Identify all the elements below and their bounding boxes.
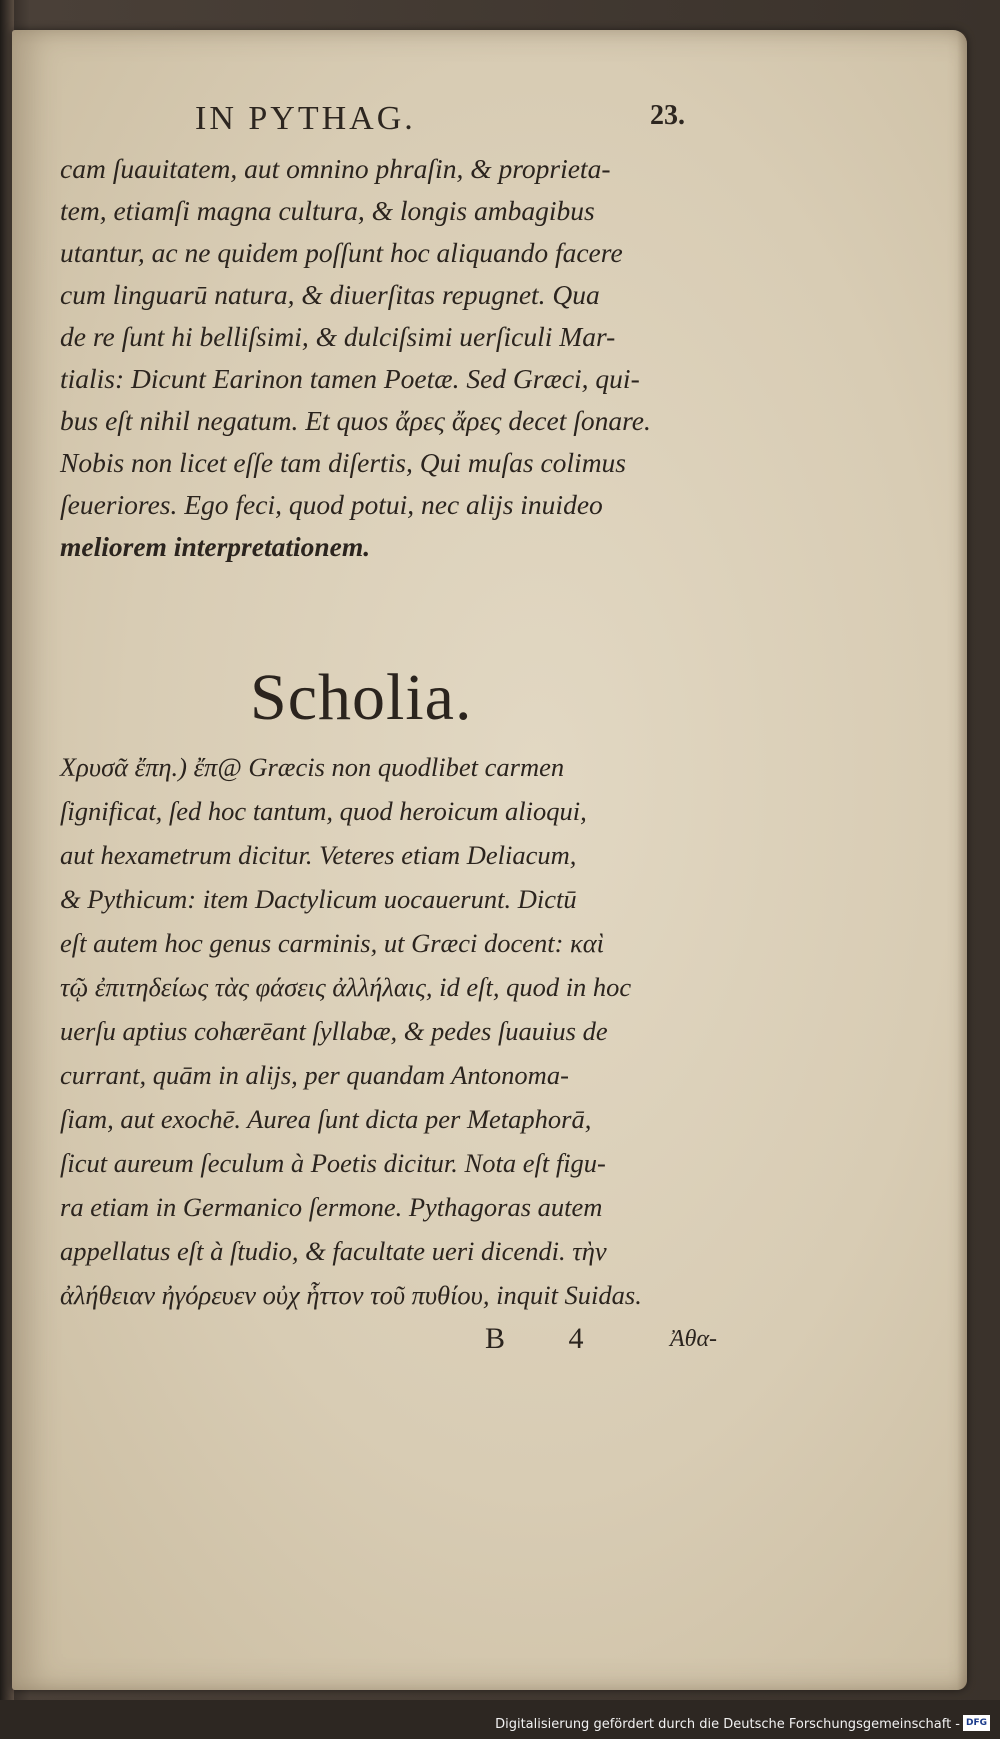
- running-head: IN PYTHAG.: [195, 100, 416, 137]
- dfg-logo: DFG: [963, 1715, 990, 1731]
- text-line: cum linguarū natura, & diuerſitas repugnet. Qua: [60, 279, 600, 310]
- text-line: ſiam, aut exochē. Aurea ſunt dicta per Metaphorā,: [60, 1104, 592, 1134]
- footer-credit: Digitalisierung gefördert durch die Deutsche Forschungsgemeinschaft -: [495, 1717, 960, 1732]
- text-line: uerſu aptius cohærēant ſyllabæ, & pedes ſuauius de: [60, 1016, 608, 1046]
- text-line: ra etiam in Germanico ſermone. Pythagoras autem: [60, 1192, 603, 1222]
- signature-mark: B 4: [485, 1322, 612, 1355]
- page-number: 23.: [650, 100, 685, 131]
- text-line: tialis: Dicunt Earinon tamen Poetæ. Sed Græci, qui-: [60, 363, 640, 394]
- text-line: utantur, ac ne quidem poſſunt hoc aliquando facere: [60, 237, 623, 268]
- body-paragraph-1: [60, 148, 740, 568]
- text-line: Χρυσᾶ ἔπη.) ἔπ@ Græcis non quodlibet carmen: [60, 752, 565, 782]
- page-edge-shadow: [957, 30, 967, 1690]
- text-line: eſt autem hoc genus carminis, ut Græci docent: καὶ: [60, 928, 605, 958]
- text-line: appellatus eſt à ſtudio, & facultate ueri dicendi. τὴν: [60, 1236, 607, 1266]
- text-line: ſignificat, ſed hoc tantum, quod heroicum alioqui,: [60, 796, 587, 826]
- text-line: Nobis non licet eſſe tam diſertis, Qui muſas colimus: [60, 447, 627, 478]
- body-paragraph-2: [60, 745, 740, 1317]
- text-line: cam ſuauitatem, aut omnino phraſin, & proprieta-: [60, 153, 611, 184]
- text-line: ſicut aureum ſeculum à Poetis dicitur. Nota eſt figu-: [60, 1148, 606, 1178]
- text-line: currant, quām in alijs, per quandam Antonoma-: [60, 1060, 569, 1090]
- text-line: ἀλήθειαν ἠγόρευεν οὐχ ἧττον τοῦ πυθίου, inquit Suidas.: [60, 1280, 642, 1310]
- text-line: τῷ ἐπιτηδείως τὰς φάσεις ἀλλήλαις, id eſt, quod in hoc: [60, 972, 632, 1002]
- text-line: de re ſunt hi belliſsimi, & dulciſsimi uerſiculi Mar-: [60, 321, 616, 352]
- text-line: meliorem interpretationem.: [60, 531, 371, 562]
- text-line: bus eſt nihil negatum. Et quos ἄρες ἄρες decet ſonare.: [60, 405, 651, 436]
- text-line: tem, etiamſi magna cultura, & longis ambagibus: [60, 195, 595, 226]
- text-line: ſeueriores. Ego feci, quod potui, nec alijs inuideo: [60, 489, 603, 520]
- section-heading: Scholia.: [250, 661, 473, 734]
- catchword: Ἀθα-: [670, 1326, 718, 1352]
- text-line: aut hexametrum dicitur. Veteres etiam Deliacum,: [60, 840, 577, 870]
- text-line: & Pythicum: item Dactylicum uocauerunt. Dictū: [60, 884, 577, 914]
